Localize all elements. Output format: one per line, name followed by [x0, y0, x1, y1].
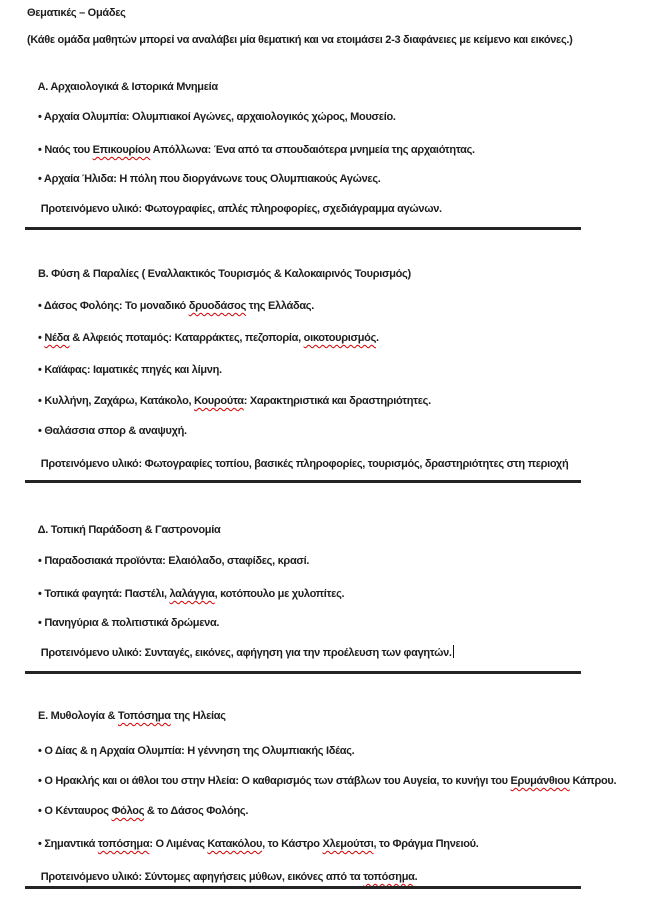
misspelled-word: λαλάγγια: [169, 588, 215, 600]
text-run: • Ο Ηρακλής και οι άθλοι του στην Ηλεία: Ο καθαρισμός των στάβλων του Αυγεία, το κυνήγι του: [38, 775, 511, 787]
misspelled-word: Επικουρίου: [92, 144, 151, 156]
section-divider: [25, 671, 581, 674]
text-run: Προτεινόμενο υλικό: Φωτογραφίες τοπίου, βασικές πληροφορίες, τουρισμός, δραστηριότητες στη περιοχή: [38, 458, 569, 470]
text-run: •: [38, 332, 45, 344]
section-divider: [25, 480, 581, 483]
text-run: Προτεινόμενο υλικό: Σύντομες αφηγήσεις μύθων, εικόνες από τα: [38, 871, 364, 883]
text-run: • Αρχαία Ήλιδα: Η πόλη που διοργάνωνε τους Ολυμπιακούς Αγώνες.: [38, 173, 381, 185]
misspelled-word: Τοπόσημα: [117, 710, 171, 722]
suggested-material-note[interactable]: [27, 853, 417, 901]
misspelled-word: δρυοδάσος: [188, 300, 247, 312]
text-run: • Αρχαία Ολυμπία: Ολυμπιακοί Αγώνες, αρχαιολογικός χώρος, Μουσείο.: [38, 111, 396, 123]
text-run: • Θαλάσσια σπορ & αναψυχή.: [38, 425, 187, 437]
text-run: Απόλλωνα: Ένα από τα σπουδαιότερα μνημεία της αρχαιότητας.: [150, 144, 475, 156]
text-run: • Πανηγύρια & πολιτιστικά δρώμενα.: [38, 617, 220, 629]
misspelled-word: Χλεμούτσι: [322, 838, 374, 850]
text-run: • Καϊάφας: Ιαματικές πηγές και λίμνη.: [38, 364, 222, 376]
text-run: Κάπρου.: [569, 775, 617, 787]
text-run: Α. Αρχαιολογικά & Ιστορικά Μνημεία: [37, 81, 218, 93]
section-divider: [25, 886, 581, 889]
text-run: της Ηλείας: [170, 710, 226, 722]
misspelled-word: Ερυμάνθιου: [510, 775, 570, 787]
text-run: : Ο Λιμένας: [149, 838, 208, 850]
text-run: : Χαρακτηριστικά και δραστηριότητες.: [243, 395, 431, 407]
text-run: Προτεινόμενο υλικό: Συνταγές, εικόνες, αφήγηση για την προέλευση των φαγητών.: [38, 647, 452, 659]
misspelled-word: Νέδα: [44, 332, 70, 344]
misspelled-word: Φόλος: [111, 805, 145, 817]
text-run: • Κυλλήνη, Ζαχάρω, Κατάκολο,: [38, 395, 194, 407]
text-run: , το Φράγμα Πηνειού.: [373, 838, 479, 850]
suggested-material-note[interactable]: [27, 629, 454, 677]
doc-title[interactable]: Θεματικές – Ομάδες: [27, 7, 126, 19]
misspelled-word: τοπόσημα: [363, 871, 415, 883]
text-run: • Παραδοσιακά προϊόντα: Ελαιόλαδο, σταφίδες, κρασί.: [38, 555, 310, 567]
text-run: & Αλφειός ποταμός: Καταρράκτες, πεζοπορία,: [69, 332, 304, 344]
text-run: • Τοπικά φαγητά: Παστέλι,: [38, 588, 170, 600]
text-run: .: [414, 871, 418, 883]
text-run: Προτεινόμενο υλικό: Φωτογραφίες, απλές πληροφορίες, σχεδιάγραμμα αγώνων.: [38, 203, 442, 215]
text-run: • Ναός του: [38, 144, 93, 156]
misspelled-word: Κουρούτα: [194, 395, 244, 407]
text-run: Δ. Τοπική Παράδοση & Γαστρονομία: [37, 524, 221, 536]
text-run: .: [376, 332, 379, 344]
suggested-material-note[interactable]: [27, 185, 442, 233]
text-run: • Δάσος Φολόης: Το μοναδικό: [38, 300, 189, 312]
misspelled-word: Κατακόλου: [207, 838, 263, 850]
text-run: & το Δάσος Φολόης.: [144, 805, 249, 817]
text-run: • Σημαντικά: [38, 838, 98, 850]
misspelled-word: τοπόσημα: [97, 838, 150, 850]
text-run: Ε. Μυθολογία &: [38, 710, 118, 722]
section-divider: [25, 227, 581, 230]
text-caret: [453, 645, 455, 658]
misspelled-word: οικοτουρισμός: [303, 332, 376, 344]
text-run: της Ελλάδας.: [246, 300, 314, 312]
text-run: , το Κάστρο: [262, 838, 323, 850]
text-run: • Ο Δίας & η Αρχαία Ολυμπία: Η γέννηση της Ολυμπιακής Ιδέας.: [38, 745, 355, 757]
text-run: • Ο Κένταυρος: [38, 805, 112, 817]
text-run: , κοτόπουλο με χυλοπίτες.: [214, 588, 345, 600]
text-run: Β. Φύση & Παραλίες ( Εναλλακτικός Τουρισμός & Καλοκαιρινός Τουρισμός): [38, 268, 411, 280]
intro-note[interactable]: (Κάθε ομάδα μαθητών μπορεί να αναλάβει μία θεματική και να ετοιμάσει 2-3 διαφάνειες με κείμενο και εικόνες.): [27, 34, 573, 46]
